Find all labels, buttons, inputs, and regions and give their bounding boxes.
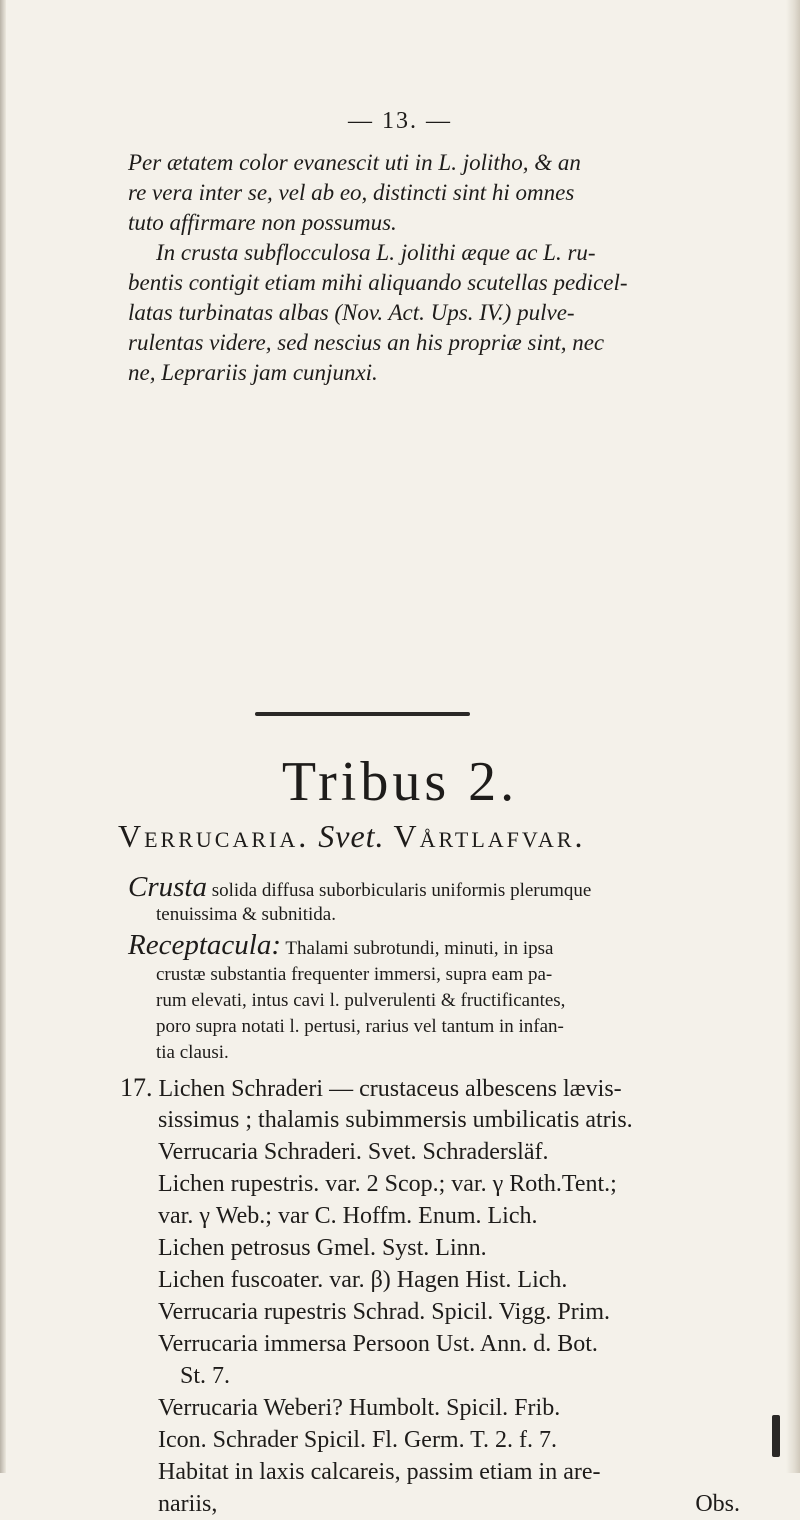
species-line: Habitat in laxis calcareis, passim etiam in are-	[158, 1459, 601, 1485]
receptacula-label: Receptacula:	[128, 929, 281, 961]
catchword: Obs.	[695, 1491, 740, 1517]
species-line: Lichen petrosus Gmel. Syst. Linn.	[158, 1235, 487, 1261]
intro-line: tuto affirmare non possumus.	[128, 210, 397, 235]
intro-paragraph	[128, 148, 718, 388]
species-line: Verrucaria immersa Persoon Ust. Ann. d. Bot.	[158, 1331, 598, 1357]
genus-svet: Svet.	[318, 818, 385, 854]
crusta-text: tenuissima & subnitida.	[156, 904, 336, 925]
page-right-edge	[786, 0, 800, 1473]
species-number: 17.	[120, 1073, 153, 1102]
intro-line: bentis contigit etiam mihi aliquando scutellas pedicel-	[128, 270, 628, 295]
genus-heading	[118, 818, 768, 855]
intro-line: latas turbinatas albas (Nov. Act. Ups. IV.) pulve-	[128, 300, 575, 325]
genus-definition	[128, 872, 728, 1066]
margin-mark	[772, 1415, 780, 1457]
receptacula-text: tia clausi.	[156, 1042, 229, 1063]
intro-line: rulentas videre, sed nescius an his propriæ sint, nec	[128, 330, 605, 355]
crusta-text: solida diffusa suborbicularis uniformis plerumque	[211, 880, 592, 901]
species-line: Verrucaria Weberi? Humbolt. Spicil. Frib.	[158, 1395, 561, 1421]
receptacula-text: rum elevati, intus cavi l. pulverulenti & fructificantes,	[156, 990, 566, 1011]
genus-swedish: Vårtlafvar.	[393, 818, 586, 854]
species-line: St. 7.	[180, 1363, 231, 1389]
species-line: Verrucaria rupestris Schrad. Spicil. Vigg. Prim.	[158, 1299, 611, 1325]
species-line: var. γ Web.; var C. Hoffm. Enum. Lich.	[158, 1203, 538, 1229]
species-line: Lichen fuscoater. var. β) Hagen Hist. Lich.	[158, 1267, 568, 1293]
species-line: Lichen Schraderi — crustaceus albescens lævis-	[158, 1076, 622, 1102]
species-line: Verrucaria Schraderi. Svet. Schradersläf.	[158, 1139, 549, 1165]
intro-line: Per ætatem color evanescit uti in L. jolitho, & an	[128, 150, 581, 175]
receptacula-text: Thalami subrotundi, minuti, in ipsa	[285, 938, 554, 959]
species-line: Lichen rupestris. var. 2 Scop.; var. γ Roth.Tent.;	[158, 1171, 617, 1197]
page-left-edge	[0, 0, 6, 1473]
receptacula-text: crustæ substantia frequenter immersi, supra eam pa-	[156, 964, 553, 985]
tribus-heading: Tribus 2.	[281, 751, 519, 813]
receptacula-text: poro supra notati l. pertusi, rarius vel tantum in infan-	[156, 1016, 564, 1037]
intro-line: In crusta subflocculosa L. jolithi æque ac L. ru-	[156, 240, 596, 265]
species-line: nariis,	[158, 1491, 218, 1517]
species-entry	[120, 1072, 760, 1520]
species-line: Icon. Schrader Spicil. Fl. Germ. T. 2. f. 7.	[158, 1427, 558, 1453]
intro-line: re vera inter se, vel ab eo, distincti sint hi omnes	[128, 180, 575, 205]
species-line: sissimus ; thalamis subimmersis umbilicatis atris.	[158, 1107, 633, 1133]
section-divider	[255, 712, 470, 716]
page-number: — 13. —	[348, 108, 452, 134]
crusta-label: Crusta	[128, 871, 207, 903]
genus-latin: Verrucaria.	[118, 818, 310, 854]
intro-line: ne, Leprariis jam cunjunxi.	[128, 360, 378, 385]
